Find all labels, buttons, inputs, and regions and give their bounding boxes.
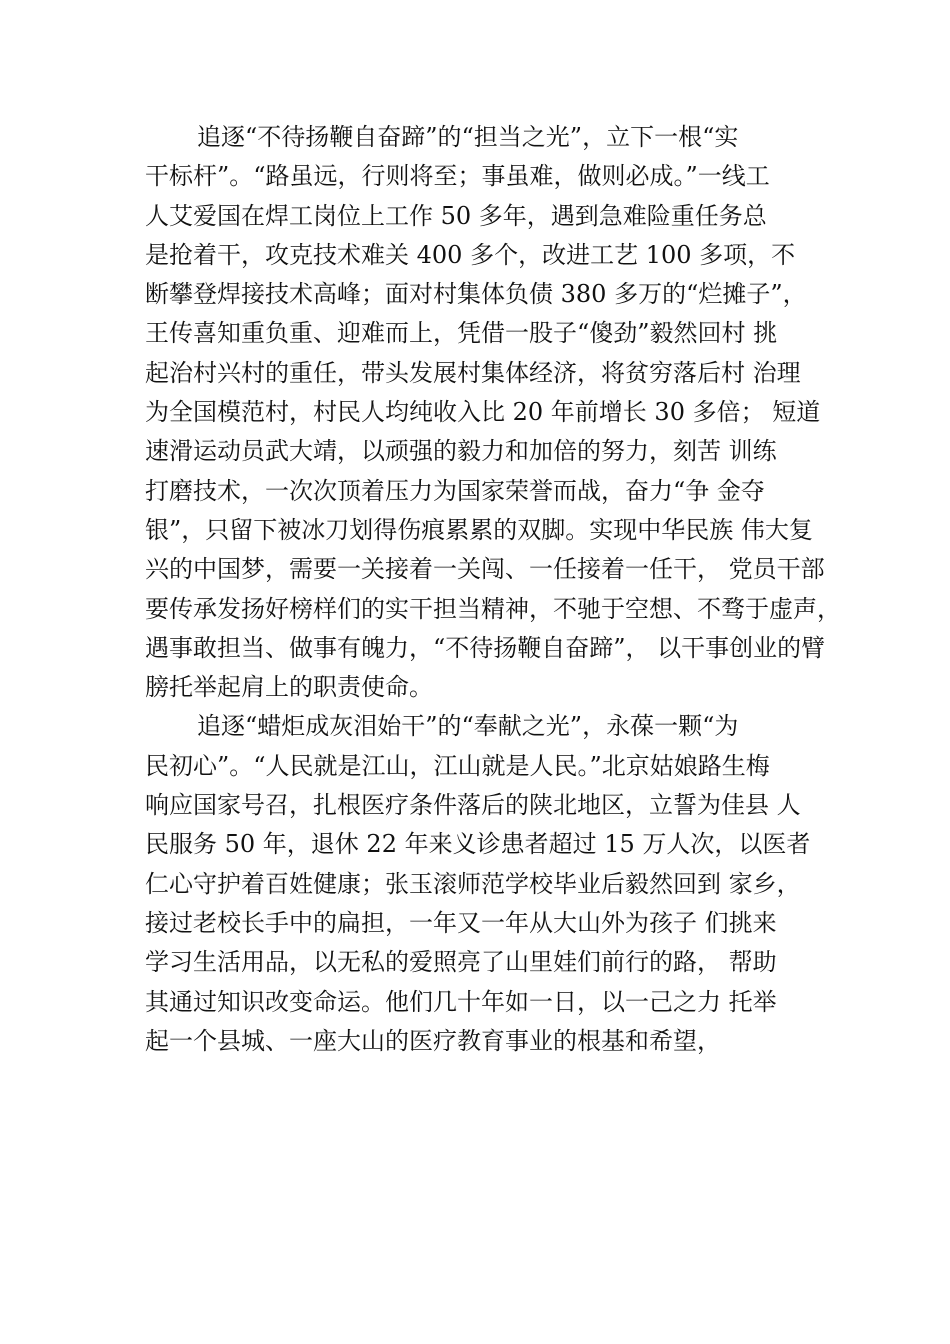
paragraph-1: [145, 118, 845, 707]
text-line: 其通过知识改变命运。他们几十年如一日，以一己之力 托举: [145, 987, 777, 1016]
body-text: [145, 118, 845, 1061]
text-line: 为全国模范村，村民人均纯收入比 20 年前增长 30 多倍； 短道: [145, 398, 821, 427]
text-line: 人艾爱国在焊工岗位上工作 50 多年，遇到急难险重任务总: [145, 201, 767, 230]
text-line: 要传承发扬好榜样们的实干担当精神，不驰于空想、不骛于虚声，: [145, 594, 841, 623]
text-line: 断攀登焊接技术高峰；面对村集体负债 380 多万的“烂摊子”，: [145, 280, 807, 309]
text-line: 王传喜知重负重、迎难而上，凭借一股子“傻劲”毅然回村 挑: [145, 319, 778, 348]
text-line: 追逐“不待扬鞭自奋蹄”的“担当之光”，立下一根“实: [197, 123, 739, 151]
text-line: 仁心守护着百姓健康；张玉滚师范学校毕业后毅然回到 家乡，: [145, 869, 801, 898]
text-line: 接过老校长手中的扁担，一年又一年从大山外为孩子 们挑来: [145, 908, 777, 937]
text-line: 是抢着干，攻克技术难关 400 多个，改进工艺 100 多项，不: [145, 240, 796, 269]
paragraph-2: [145, 707, 845, 1061]
text-line: 膀托举起肩上的职责使命。: [145, 673, 433, 702]
text-line: 学习生活用品，以无私的爱照亮了山里娃们前行的路， 帮助: [145, 948, 777, 977]
text-line: 兴的中国梦，需要一关接着一关闯、一任接着一任干， 党员干部: [145, 555, 825, 584]
text-line: 响应国家号召，扎根医疗条件落后的陕北地区，立誓为佳县 人: [145, 791, 801, 820]
text-line: 打磨技术，一次次顶着压力为国家荣誉而战，奋力“争 金夺: [145, 476, 765, 505]
text-line: 民服务 50 年，退休 22 年来义诊患者超过 15 万人次，以医者: [145, 830, 811, 859]
text-line: 起治村兴村的重任，带头发展村集体经济，将贫穷落后村 治理: [145, 358, 801, 387]
text-line: 速滑运动员武大靖，以顽强的毅力和加倍的努力，刻苦 训练: [145, 437, 777, 466]
text-line: 追逐“蜡炬成灰泪始干”的“奉献之光”，永葆一颗“为: [197, 712, 739, 741]
text-line: 干标杆”。“路虽远，行则将至；事虽难，做则必成。”一线工: [145, 162, 770, 191]
text-line: 银”，只留下被冰刀划得伤痕累累的双脚。实现中华民族 伟大复: [145, 515, 813, 544]
text-line: 起一个县城、一座大山的医疗教育事业的根基和希望，: [145, 1026, 721, 1055]
text-line: 民初心”。“人民就是江山，江山就是人民。”北京姑娘路生梅: [145, 751, 770, 780]
text-line: 遇事敢担当、做事有魄力，“不待扬鞭自奋蹄”， 以干事创业的臂: [145, 633, 826, 662]
